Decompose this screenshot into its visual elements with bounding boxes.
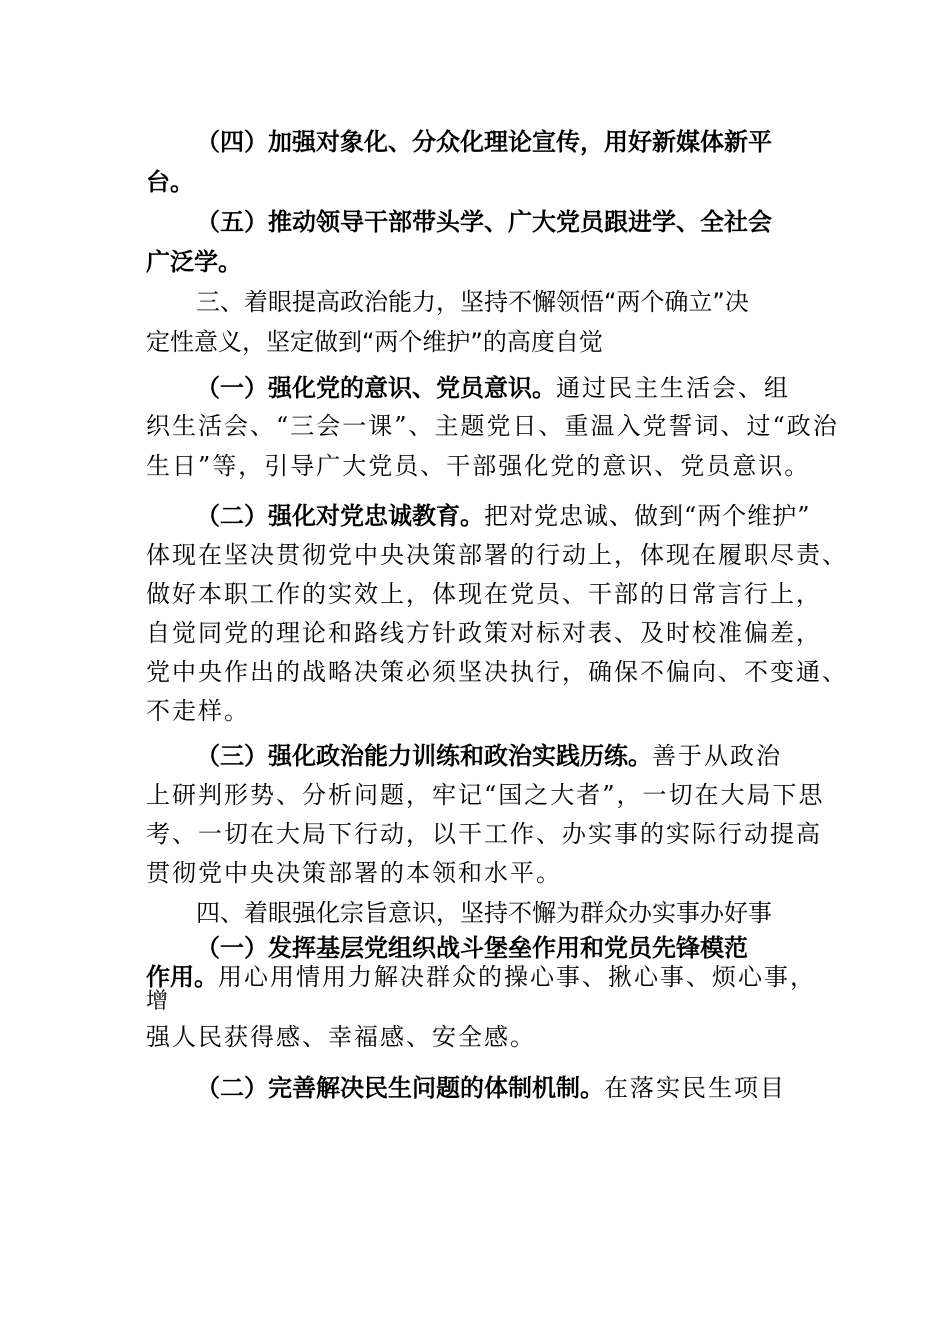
- paragraph-two-line-1: [196, 500, 811, 532]
- subheading-five-line-2: 广泛学。: [146, 248, 242, 276]
- paragraph-three-line-4: 贯彻党中央决策部署的本领和水平。: [146, 859, 562, 887]
- paragraph-two-line-3: 做好本职工作的实效上，体现在党员、干部的日常言行上，: [146, 580, 822, 608]
- paragraph-four-title-line-1: （一）发挥基层党组织战斗堡垒作用和党员先锋模范: [196, 934, 748, 962]
- subheading-four-line-2: 台。: [146, 168, 194, 196]
- subheading-four-line-1: （四）加强对象化、分众化理论宣传，用好新媒体新平: [196, 128, 772, 156]
- paragraph-two-line-6: 不走样。: [146, 697, 250, 725]
- paragraph-two-line-2: 体现在坚决贯彻党中央决策部署的行动上，体现在履职尽责、: [146, 541, 848, 569]
- section-three-heading-line-1: 三、着眼提高政治能力，坚持不懈领悟“两个确立”决: [196, 288, 749, 316]
- paragraph-four-line-2: [146, 961, 816, 993]
- paragraph-four-title-line-2: 作用。: [146, 963, 218, 991]
- paragraph-two-line-4: 自觉同党的理论和路线方针政策对标对表、及时校准偏差，: [146, 619, 822, 647]
- paragraph-five-text: 在落实民生项目: [604, 1074, 786, 1102]
- paragraph-one-line-1: [196, 372, 790, 404]
- section-three-heading-line-2: 定性意义，坚定做到“两个维护”的高度自觉: [146, 328, 603, 356]
- paragraph-three-line-3: 考、一切在大局下行动，以干工作、办实事的实际行动提高: [146, 820, 822, 848]
- paragraph-two-title: （二）强化对党忠诚教育。: [196, 502, 484, 530]
- subheading-five-line-1: （五）推动领导干部带头学、广大党员跟进学、全社会: [196, 208, 772, 236]
- paragraph-one-text: 通过民主生活会、组: [556, 374, 790, 402]
- paragraph-five-line-1: [196, 1072, 786, 1104]
- paragraph-two-line-5: 党中央作出的战略决策必须坚决执行，确保不偏向、不变通、: [146, 658, 848, 686]
- paragraph-one-line-3: 生日”等，引导广大党员、干部强化党的意识、党员意识。: [146, 452, 811, 480]
- paragraph-three-text: 善于从政治: [652, 742, 782, 770]
- paragraph-three-title: （三）强化政治能力训练和政治实践历练。: [196, 742, 652, 770]
- paragraph-one-line-2: 织生活会、“三会一课”、主题党日、重温入党誓词、过“政治: [146, 412, 839, 440]
- paragraph-four-text: 用心用情用力解决群众的操心事、揪心事、烦心事，: [218, 963, 816, 991]
- paragraph-four-line-3: 强人民获得感、幸福感、安全感。: [146, 1023, 536, 1051]
- section-four-heading: 四、着眼强化宗旨意识，坚持不懈为群众办实事办好事: [196, 899, 772, 927]
- paragraph-three-line-2: 上研判形势、分析问题，牢记“国之大者”，一切在大局下思: [146, 781, 825, 809]
- paragraph-three-line-1: [196, 740, 782, 772]
- paragraph-two-text: 把对党忠诚、做到“两个维护”: [484, 502, 811, 530]
- paragraph-one-title: （一）强化党的意识、党员意识。: [196, 374, 556, 402]
- paragraph-five-title: （二）完善解决民生问题的体制机制。: [196, 1074, 604, 1102]
- paragraph-four-overflow-char: 增: [146, 989, 171, 1014]
